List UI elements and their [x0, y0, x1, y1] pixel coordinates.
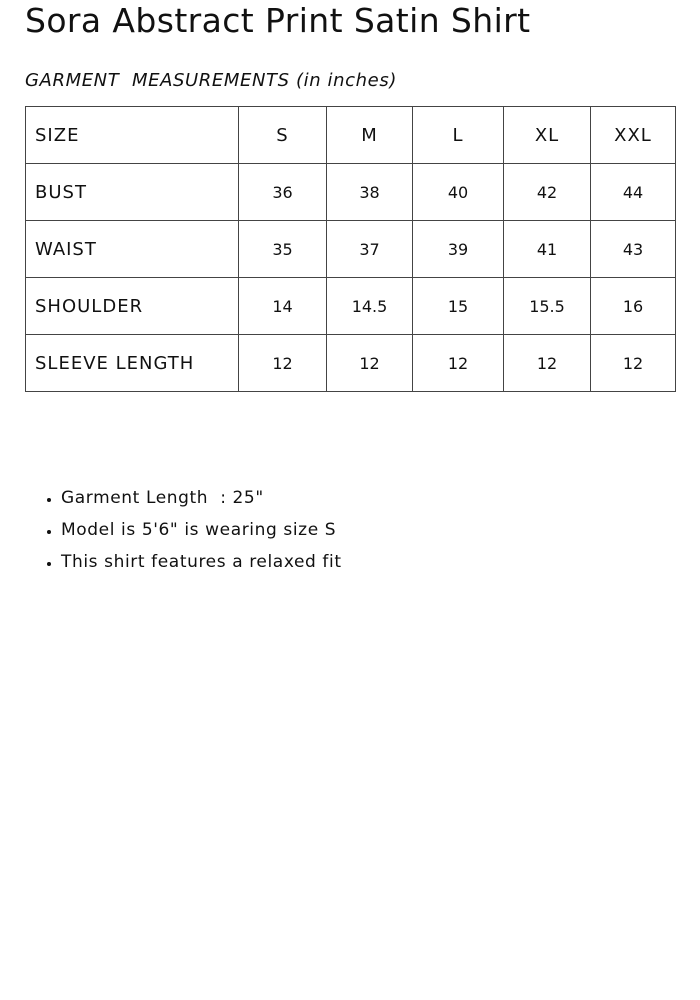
measurement-value: 43	[591, 221, 676, 278]
measurement-value: 36	[239, 164, 327, 221]
table-row	[26, 335, 676, 392]
measurement-label: WAIST	[26, 221, 239, 278]
unit-note: (in inches)	[296, 70, 397, 91]
measurement-value: 14.5	[327, 278, 413, 335]
measurement-label: SHOULDER	[26, 278, 239, 335]
size-column-header: L	[413, 107, 504, 164]
size-header-row	[26, 107, 676, 164]
list-item: • Garment Length : 25"	[61, 482, 342, 514]
page-title: Sora Abstract Print Satin Shirt	[25, 1, 531, 40]
measurement-value: 41	[504, 221, 591, 278]
table-row	[26, 278, 676, 335]
table-row	[26, 164, 676, 221]
measurement-value: 38	[327, 164, 413, 221]
measurement-value: 40	[413, 164, 504, 221]
measurement-value: 44	[591, 164, 676, 221]
product-notes-list	[25, 482, 342, 578]
measurement-value: 14	[239, 278, 327, 335]
size-header-label: SIZE	[26, 107, 239, 164]
measurement-label: SLEEVE LENGTH	[26, 335, 239, 392]
measurement-value: 12	[504, 335, 591, 392]
size-column-header: XL	[504, 107, 591, 164]
measurement-value: 42	[504, 164, 591, 221]
measurement-value: 12	[239, 335, 327, 392]
size-column-header: XXL	[591, 107, 676, 164]
measurements-heading-text: GARMENT MEASUREMENTS	[25, 70, 290, 91]
measurement-value: 12	[413, 335, 504, 392]
size-column-header: M	[327, 107, 413, 164]
size-chart-table	[25, 106, 676, 392]
measurement-value: 16	[591, 278, 676, 335]
measurement-value: 35	[239, 221, 327, 278]
size-column-header: S	[239, 107, 327, 164]
list-item: • This shirt features a relaxed fit	[61, 546, 342, 578]
measurement-value: 39	[413, 221, 504, 278]
measurement-value: 12	[591, 335, 676, 392]
measurement-value: 15	[413, 278, 504, 335]
measurement-label: BUST	[26, 164, 239, 221]
table-row	[26, 221, 676, 278]
measurement-value: 12	[327, 335, 413, 392]
measurements-heading	[25, 68, 397, 94]
measurement-value: 37	[327, 221, 413, 278]
list-item: • Model is 5'6" is wearing size S	[61, 514, 342, 546]
measurement-value: 15.5	[504, 278, 591, 335]
